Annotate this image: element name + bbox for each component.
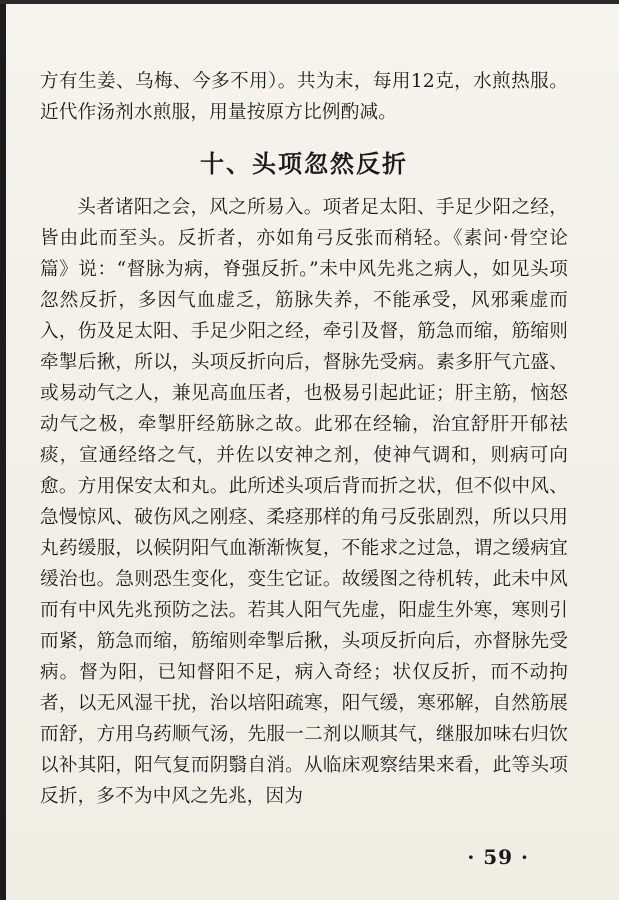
section-heading: 十、头项忽然反折 — [200, 150, 408, 178]
scan-top-edge — [0, 0, 619, 4]
intro-paragraph: 方有生姜、乌梅、今多不用）。共为末，每用12克，水煎热服。近代作汤剂水煎服，用量按原方比例酌减。 — [40, 71, 568, 123]
scan-left-edge — [0, 0, 6, 900]
page-content — [40, 66, 568, 812]
body-paragraph: 头者诸阳之会，风之所易入。项者足太阳、手足少阳之经，皆由此而至头。反折者，亦如角弓反张而稍轻。《素问·骨空论篇》说：“督脉为病，脊强反折。”未中风先兆之病人，如见头项忽然反折，多因气血虚乏，筋脉失养，不能承受，风邪乘虚而入，伤及足太阳、手足少阳之经，牵引及督，筋急而缩，筋缩则牵掣后揪，所以，头项反折向后，督脉先受病。素多肝气亢盛、或易动气之人，兼见高血压者，也极易引起此证；肝主筋，恼怒动气之极，牵掣肝经筋脉之故。此邪在经输，治宜舒肝开郁祛痰，宣通经络之气，并佐以安神之剂，使神气调和，则病可向愈。方用保安太和丸。此所述头项后背而折之状，但不似中风、急慢惊风、破伤风之刚痉、柔痉那样的角弓反张剧烈，所以只用丸药缓服，以候阴阳气血渐渐恢复，不能求之过急，谓之缓病宜缓治也。急则恐生变化，变生它证。故缓图之待机转，此未中风而有中风先兆预防之法。若其人阳气先虚，阳虚生外寒，寒则引而紧，筋急而缩，筋缩则牵掣后揪，头项反折向后，亦督脉先受病。督为阳，已知督阳不足，病入奇经；状仅反折，而不动拘者，以无风湿干扰，治以培阳疏寒，阳气缓，寒邪解，自然筋展而舒，方用乌药顺气汤，先服一二剂以顺其气，继服加味右归饮以补其阳，阳气复而阴翳自消。从临床观察结果来看，此等头项反折，多不为中风之先兆，因为 — [40, 197, 568, 807]
page-number: · 59 · — [467, 845, 529, 869]
